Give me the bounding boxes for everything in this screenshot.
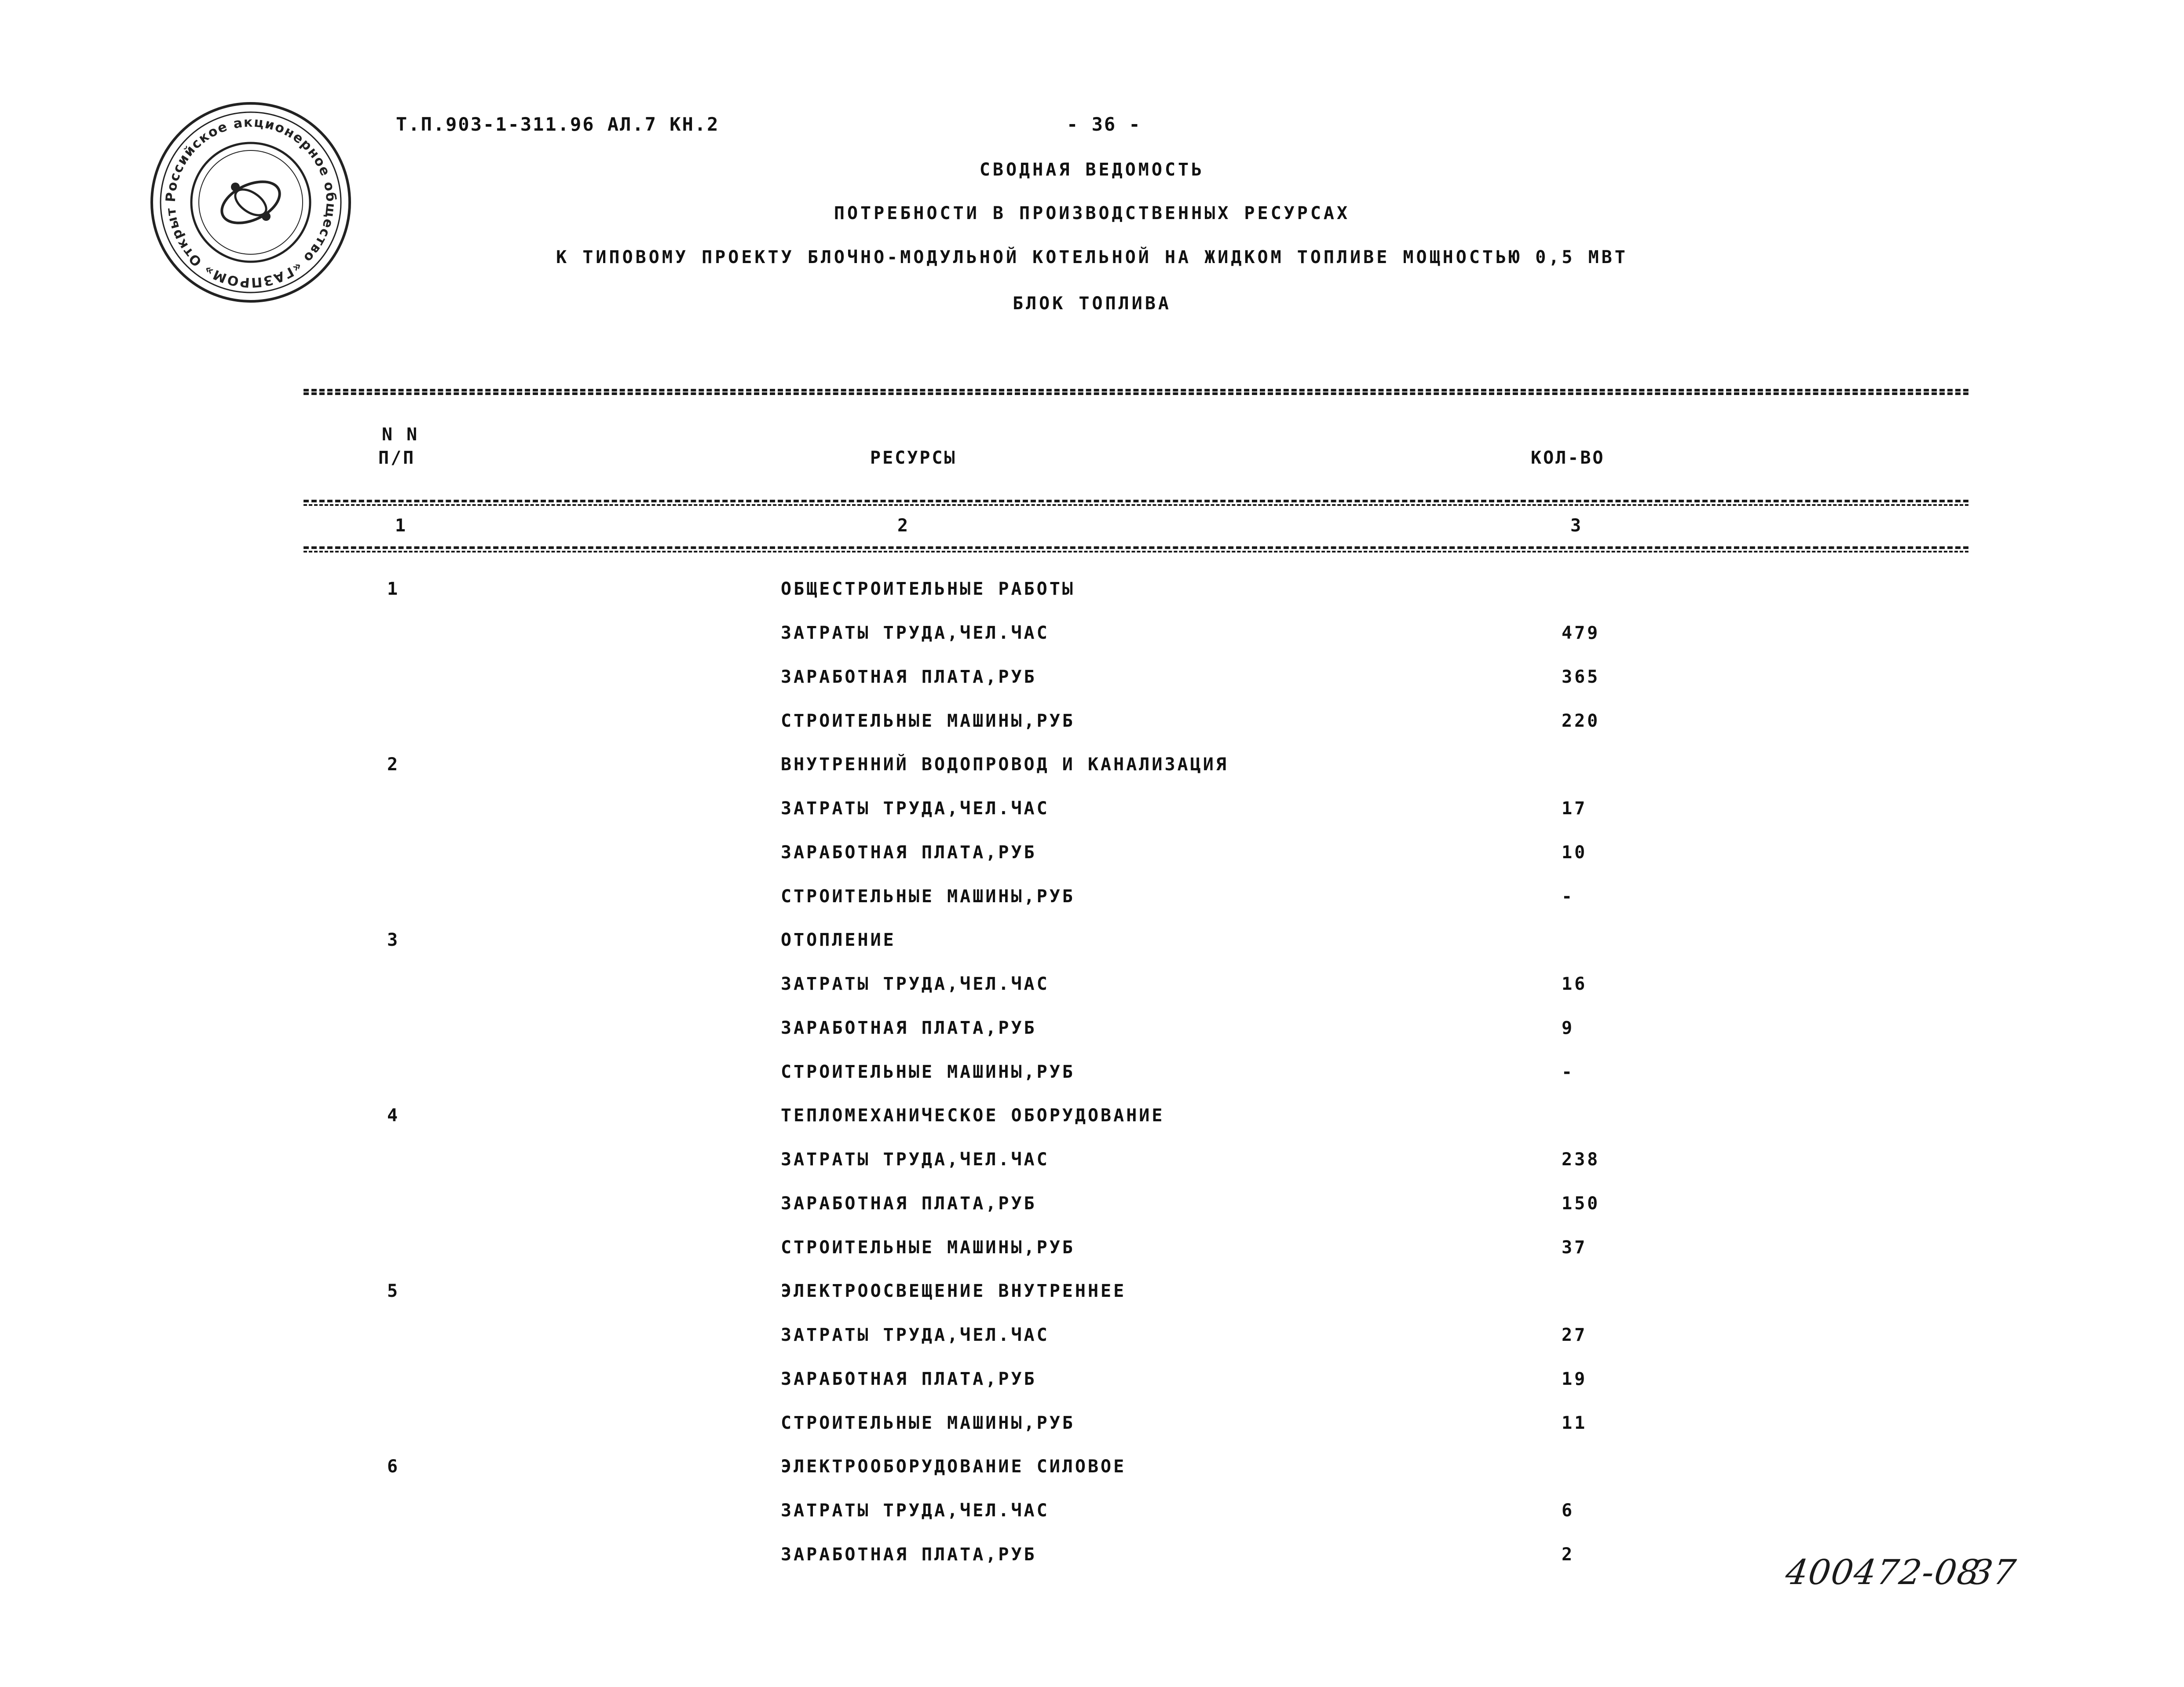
row-14-qty: 238 — [1562, 1149, 1600, 1170]
row-2-qty: 479 — [1562, 623, 1600, 643]
row-9-resource: ОТОПЛЕНИЕ — [781, 930, 896, 950]
row-11-resource: ЗАРАБОТНАЯ ПЛАТА,РУБ — [781, 1018, 1037, 1038]
row-3-resource: ЗАРАБОТНАЯ ПЛАТА,РУБ — [781, 667, 1037, 687]
header-bottom-rule-double — [304, 504, 1968, 506]
row-5-resource: ВНУТРЕННИЙ ВОДОПРОВОД И КАНАЛИЗАЦИЯ — [781, 754, 1229, 775]
row-15-resource: ЗАРАБОТНАЯ ПЛАТА,РУБ — [781, 1193, 1037, 1214]
row-4-resource: СТРОИТЕЛЬНЫЕ МАШИНЫ,РУБ — [781, 711, 1075, 731]
row-6-resource: ЗАТРАТЫ ТРУДА,ЧЕЛ.ЧАС — [781, 798, 1050, 819]
row-7-qty: 10 — [1562, 842, 1588, 863]
row-1-num: 1 — [387, 579, 400, 599]
row-4-qty: 220 — [1562, 711, 1600, 731]
row-9-num: 3 — [387, 930, 400, 950]
document-code: Т.П.903-1-311.96 АЛ.7 КН.2 — [396, 113, 720, 135]
company-seal-icon — [145, 97, 356, 308]
row-15-qty: 150 — [1562, 1193, 1600, 1214]
row-8-qty: - — [1562, 886, 1575, 907]
row-2-resource: ЗАТРАТЫ ТРУДА,ЧЕЛ.ЧАС — [781, 623, 1050, 643]
row-17-num: 5 — [387, 1281, 400, 1301]
row-3-qty: 365 — [1562, 667, 1600, 687]
header-resources: РЕСУРСЫ — [870, 448, 957, 468]
row-20-qty: 11 — [1562, 1413, 1588, 1433]
row-23-qty: 2 — [1562, 1544, 1575, 1565]
row-12-qty: - — [1562, 1062, 1575, 1082]
title-line-1: СВОДНАЯ ВЕДОМОСТЬ — [979, 160, 1205, 180]
row-1-resource: ОБЩЕСТРОИТЕЛЬНЫЕ РАБОТЫ — [781, 579, 1075, 599]
row-10-resource: ЗАТРАТЫ ТРУДА,ЧЕЛ.ЧАС — [781, 974, 1050, 994]
row-22-resource: ЗАТРАТЫ ТРУДА,ЧЕЛ.ЧАС — [781, 1500, 1050, 1521]
row-13-num: 4 — [387, 1105, 400, 1126]
row-21-resource: ЭЛЕКТРООБОРУДОВАНИЕ СИЛОВОЕ — [781, 1456, 1127, 1477]
row-22-qty: 6 — [1562, 1500, 1575, 1521]
row-16-qty: 37 — [1562, 1237, 1588, 1258]
header-num-line1: N N — [382, 424, 419, 445]
header-quantity: КОЛ-ВО — [1531, 448, 1605, 468]
header-bottom-rule — [304, 500, 1968, 502]
row-19-qty: 19 — [1562, 1369, 1588, 1389]
title-line-4: БЛОК ТОПЛИВА — [1013, 293, 1171, 314]
column-numbers-rule-double — [304, 551, 1968, 553]
row-5-num: 2 — [387, 754, 400, 775]
row-16-resource: СТРОИТЕЛЬНЫЕ МАШИНЫ,РУБ — [781, 1237, 1075, 1258]
table-top-rule — [304, 389, 1968, 392]
seal-text: Российское акционерное общество «ГАЗПРОМ» Открыт — [163, 114, 339, 290]
row-20-resource: СТРОИТЕЛЬНЫЕ МАШИНЫ,РУБ — [781, 1413, 1075, 1433]
row-8-resource: СТРОИТЕЛЬНЫЕ МАШИНЫ,РУБ — [781, 886, 1075, 907]
table-top-rule-double — [304, 392, 1968, 395]
column-number-3: 3 — [1570, 516, 1583, 536]
header-num-line2: П/П — [378, 448, 416, 468]
row-18-resource: ЗАТРАТЫ ТРУДА,ЧЕЛ.ЧАС — [781, 1325, 1050, 1345]
sheet-number: 37 — [1968, 1553, 2019, 1592]
column-number-2: 2 — [897, 516, 910, 536]
row-11-qty: 9 — [1562, 1018, 1575, 1038]
row-12-resource: СТРОИТЕЛЬНЫЕ МАШИНЫ,РУБ — [781, 1062, 1075, 1082]
row-14-resource: ЗАТРАТЫ ТРУДА,ЧЕЛ.ЧАС — [781, 1149, 1050, 1170]
title-line-3: К ТИПОВОМУ ПРОЕКТУ БЛОЧНО-МОДУЛЬНОЙ КОТЕЛЬНОЙ НА ЖИДКОМ ТОПЛИВЕ МОЩНОСТЬЮ 0,5 МВТ — [556, 247, 1628, 267]
archive-number: 400472-08 — [1783, 1553, 1983, 1592]
row-6-qty: 17 — [1562, 798, 1588, 819]
row-19-resource: ЗАРАБОТНАЯ ПЛАТА,РУБ — [781, 1369, 1037, 1389]
column-numbers-rule — [304, 546, 1968, 549]
column-number-1: 1 — [395, 516, 408, 536]
title-line-2: ПОТРЕБНОСТИ В ПРОИЗВОДСТВЕННЫХ РЕСУРСАХ — [834, 203, 1350, 223]
row-17-resource: ЭЛЕКТРООСВЕЩЕНИЕ ВНУТРЕННЕЕ — [781, 1281, 1127, 1301]
row-23-resource: ЗАРАБОТНАЯ ПЛАТА,РУБ — [781, 1544, 1037, 1565]
row-13-resource: ТЕПЛОМЕХАНИЧЕСКОЕ ОБОРУДОВАНИЕ — [781, 1105, 1165, 1126]
row-7-resource: ЗАРАБОТНАЯ ПЛАТА,РУБ — [781, 842, 1037, 863]
page-number: - 36 - — [1067, 113, 1141, 135]
row-10-qty: 16 — [1562, 974, 1588, 994]
row-18-qty: 27 — [1562, 1325, 1588, 1345]
row-21-num: 6 — [387, 1456, 400, 1477]
